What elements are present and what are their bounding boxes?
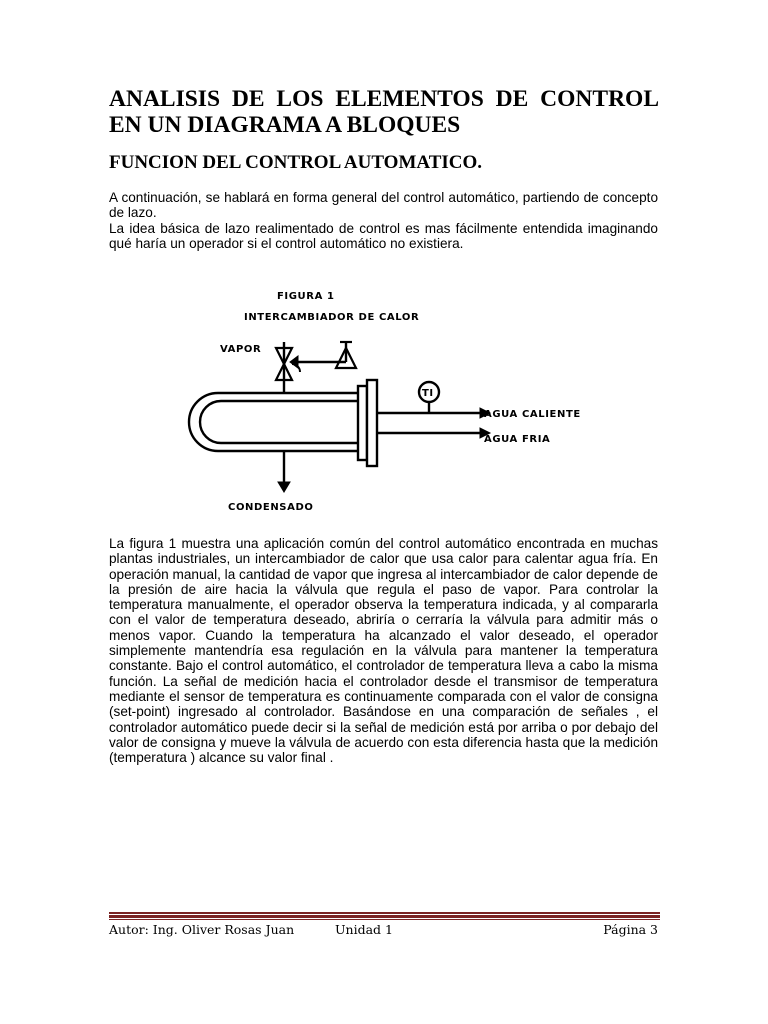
condensate-arrow — [278, 482, 290, 492]
title-line-1: ANALISIS DE LOS ELEMENTOS DE CONTROL — [109, 86, 659, 112]
figure-caption: FIGURA 1 — [277, 291, 335, 302]
footer-page-number: Página 3 — [603, 922, 658, 937]
vapor-label: VAPOR — [220, 344, 262, 355]
document-title — [109, 86, 659, 138]
footer-rule-thin — [109, 919, 660, 920]
intro-paragraph: A continuación, se hablará en forma general del control automático, partiendo de concepto de lazo. — [109, 190, 658, 221]
footer-author: Autor: Ing. Oliver Rosas Juan — [109, 922, 295, 937]
heat-exchanger-figure — [180, 282, 600, 522]
ti-label: TI — [422, 388, 434, 399]
flange — [367, 380, 377, 466]
loop-idea-paragraph: La idea básica de lazo realimentado de control es mas fácilmente entendida imaginando qué haría un operador si el control automático no existiera. — [109, 221, 658, 252]
footer-rule — [109, 912, 660, 914]
inner-tube — [200, 401, 366, 443]
section-heading: FUNCION DEL CONTROL AUTOMATICO. — [109, 152, 483, 173]
tube-sheet — [358, 386, 367, 460]
footer-unit: Unidad 1 — [335, 922, 393, 937]
hot-water-label: AGUA CALIENTE — [484, 409, 581, 420]
condensate-label: CONDENSADO — [228, 502, 314, 513]
heat-exchanger-diagram — [180, 282, 600, 522]
figure-name: INTERCAMBIADOR DE CALOR — [244, 312, 420, 323]
cold-water-label: AGUA FRIA — [484, 434, 551, 445]
title-line-2: EN UN DIAGRAMA A BLOQUES — [109, 112, 461, 138]
explanation-paragraph: La figura 1 muestra una aplicación común del control automático encontrada en muchas plantas industriales, un intercambiador de calor que usa calor para calentar agua fría. En operación manual, la cantidad de vapor que ingresa al intercambiador de calor depende de la presión de aire hacia la válvula que regula el paso de vapor. Para controlar la temperatura manualmente, el operador observa la temperatura indicada, y al compararla con el valor de temperatura deseado, abriría o cerraría la válvula para admitir más o menos vapor. Cuando la temperatura ha alcanzado el valor deseado, el operador simplemente mantendría esa regulación en la válvula para mantener la temperatura constante. Bajo el control automático, el controlador de temperatura lleva a cabo la misma función. La señal de medición hacia el controlador desde el transmisor de temperatura mediante el sensor de temperatura es continuamente comparada con el valor de consigna (set-point) ingresado al controlador. Basándose en una comparación de señales , el controlador automático puede decir si la señal de medición está por arriba o por debajo del valor de consigna y mueve la válvula de acuerdo con esta diferencia hasta que la medición (temperatura ) alcance su valor final . — [109, 536, 658, 766]
signal-arrow — [290, 356, 298, 368]
footer-rule-thick — [109, 915, 660, 918]
